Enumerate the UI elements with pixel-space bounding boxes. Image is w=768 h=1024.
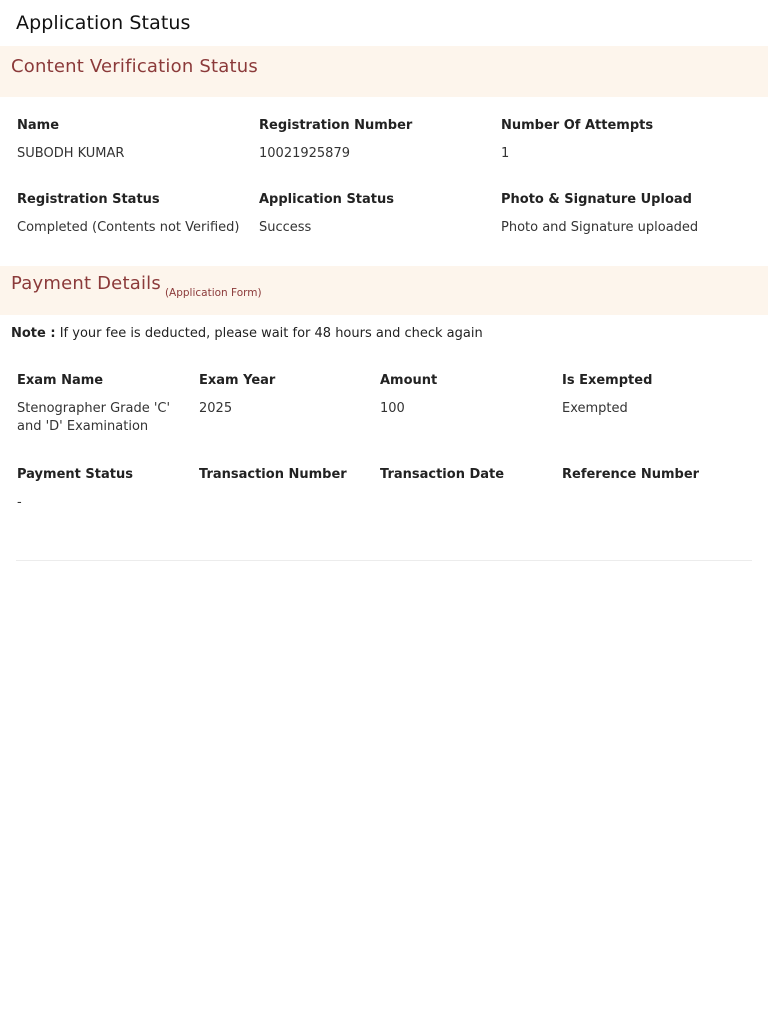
field-exam-name <box>17 372 187 436</box>
content-verification-header <box>0 46 768 97</box>
payment-details-title <box>11 272 262 298</box>
content-verification-title: Content Verification Status <box>11 56 258 77</box>
field-registration-number <box>259 117 489 163</box>
field-value: Success <box>259 220 312 235</box>
field-label: Exam Year <box>199 373 276 388</box>
divider <box>16 560 752 561</box>
field-label: Registration Number <box>259 118 413 133</box>
field-value: SUBODH KUMAR <box>17 146 125 161</box>
field-label: Registration Status <box>17 192 160 207</box>
field-value: Photo and Signature uploaded <box>501 220 699 235</box>
field-label: Name <box>17 118 60 133</box>
field-application-status <box>259 191 489 237</box>
payment-details-header <box>0 266 768 315</box>
field-value: Stenographer Grade 'C' and 'D' Examination <box>17 401 171 434</box>
payment-details-subtitle: (Application Form) <box>164 287 262 299</box>
field-label: Reference Number <box>562 467 700 482</box>
field-reference-number <box>562 466 742 494</box>
field-label: Exam Name <box>17 373 104 388</box>
field-value: Completed (Contents not Verified) <box>17 220 240 235</box>
page-title: Application Status <box>16 12 191 34</box>
payment-note <box>11 325 483 343</box>
field-amount <box>380 372 550 418</box>
field-label: Amount <box>380 373 438 388</box>
field-exam-year <box>199 372 369 418</box>
field-label: Photo & Signature Upload <box>501 192 692 207</box>
field-registration-status <box>17 191 255 237</box>
field-value: 1 <box>501 146 510 161</box>
field-payment-status <box>17 466 187 512</box>
field-value: - <box>17 495 22 510</box>
field-number-of-attempts <box>501 117 741 163</box>
field-label: Is Exempted <box>562 373 653 388</box>
field-label: Transaction Date <box>380 467 505 482</box>
field-value: 10021925879 <box>259 146 350 161</box>
field-label: Payment Status <box>17 467 133 482</box>
field-transaction-number <box>199 466 369 494</box>
field-label: Application Status <box>259 192 395 207</box>
field-label: Transaction Number <box>199 467 347 482</box>
field-value: 100 <box>380 401 405 416</box>
field-name <box>17 117 247 163</box>
note-label: Note : <box>11 326 56 341</box>
field-transaction-date <box>380 466 550 494</box>
payment-details-title-text: Payment Details <box>11 273 161 294</box>
field-photo-signature-upload <box>501 191 751 237</box>
field-label: Number Of Attempts <box>501 118 654 133</box>
field-is-exempted <box>562 372 742 418</box>
field-value: 2025 <box>199 401 233 416</box>
note-text: If your fee is deducted, please wait for 48 hours and check again <box>55 326 483 341</box>
field-value: Exempted <box>562 401 628 416</box>
